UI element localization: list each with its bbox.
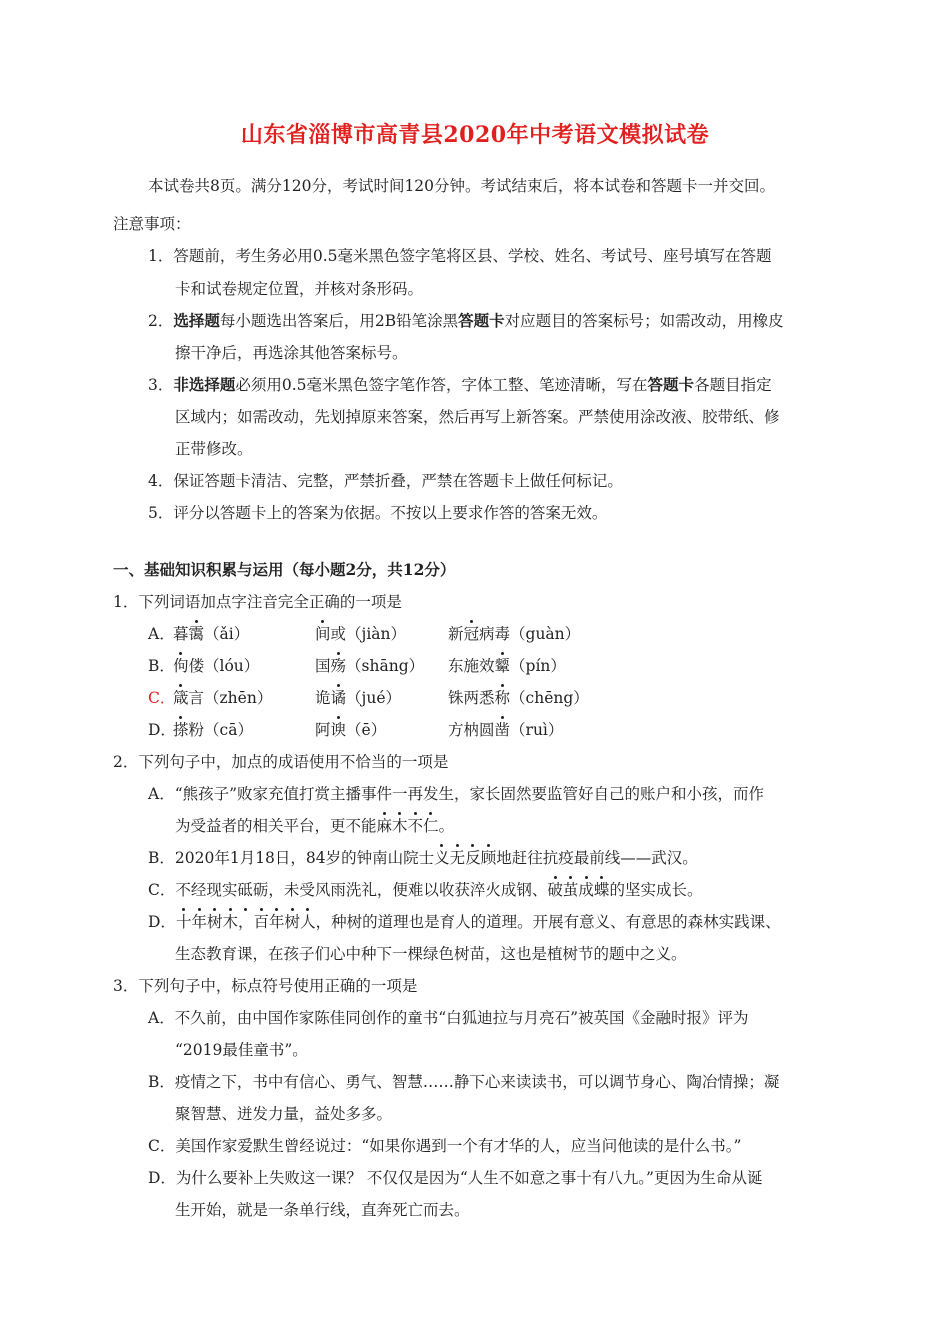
emphasis-char: 破 [547, 881, 563, 899]
q1-d-w3-dot: 凿 [494, 721, 511, 739]
notice-2-text-1: 每小题选出答案后，用2B铅笔涂黑 [219, 312, 459, 330]
notice-3-text-1: 必须用0.5毫米黑色签字笔作答，字体工整、笔迹清晰，写在 [235, 376, 648, 394]
q3-stem: 3．下列句子中，标点符号使用正确的一项是 [113, 977, 418, 995]
q2-c-post: 的坚实成长。 [609, 881, 703, 899]
emphasis-char: 义 [434, 849, 450, 867]
q1-b-w2-dot: 殇 [330, 657, 347, 675]
q1-c-w3-pre: 铢两悉 [448, 689, 495, 707]
q1-c-word-3 [448, 688, 589, 708]
q1-a-w3-pre: 新 [448, 625, 464, 643]
q3-option-d-line-1: D．为什么要补上失败这一课？ 不仅仅是因为“人生不如意之事十有八九。”更因为生命从诞 [148, 1169, 763, 1187]
q1-d-word-3 [448, 720, 563, 740]
notice-3-line-1 [148, 375, 772, 395]
q1-c-w2-post: （jué） [346, 689, 401, 707]
q1-b-w3-dot: 颦 [494, 657, 511, 675]
q2-d-pre: D． [148, 913, 176, 931]
q1-b-label: B． [148, 657, 175, 675]
q3-option-b-line-2: 聚智慧、迸发力量，益处多多。 [175, 1105, 393, 1123]
emphasis-char: 人 [300, 913, 316, 931]
notice-3-number: 3． [148, 376, 174, 394]
notice-3-bold-card: 答题卡 [647, 375, 695, 394]
notice-2-bold-choice: 选择题 [173, 311, 220, 330]
emphasis-char: 年 [191, 913, 207, 931]
q2-c-dotted [547, 881, 609, 899]
notice-2-number: 2． [148, 312, 174, 330]
page-title: 山东省淄博市高青县2020年中考语文模拟试卷 [240, 122, 710, 148]
q1-c-w3-dot: 称 [494, 689, 511, 707]
q3-option-a-line-2: “2019最佳童书”。 [175, 1041, 308, 1059]
q1-d-label: D． [148, 721, 176, 739]
emphasis-char: 不 [407, 817, 424, 835]
q2-option-d-line-2: 生态教育课，在孩子们心中种下一棵绿色树苗，这也是植树节的题中之义。 [175, 945, 687, 963]
notice-3-text-2: 各题目指定 [694, 376, 772, 394]
emphasis-char: 反 [465, 849, 481, 867]
notice-1-line-2: 卡和试卷规定位置，并核对条形码。 [175, 280, 424, 298]
q1-d-w3-pre: 方枘圆 [448, 721, 495, 739]
notice-2-bold-card: 答题卡 [458, 311, 505, 330]
q3-option-a-line-1: A．不久前，由中国作家陈佳同创作的童书“白狐迪拉与月亮石”被英国《金融时报》评为 [148, 1009, 749, 1027]
emphasis-char: 十 [175, 913, 192, 931]
notice-2-text-2: 对应题目的答案标号；如需改动，用橡皮 [504, 312, 784, 330]
emphasis-char: 蝶 [593, 881, 610, 899]
q1-a-w2-dot: 间 [315, 625, 331, 643]
q2-option-c [148, 880, 702, 900]
q2-a-post: 。 [438, 817, 455, 835]
notice-2-line-2: 擦干净后，再选涂其他答案标号。 [175, 344, 408, 362]
q1-c-label: C． [148, 689, 176, 707]
emphasis-char: 无 [449, 849, 466, 867]
q1-d-w1-post: 粉（cā） [188, 721, 253, 739]
q2-b-post: 地赶往抗疫最前线——武汉。 [496, 849, 698, 867]
q1-a-w1-pre: 暮 [173, 625, 189, 643]
q2-option-a-line-1: A．“熊孩子”败家充值打赏主播事件一再发生，家长固然要监管好自己的账户和小孩，而作 [148, 785, 765, 803]
q1-a-w3-dot: 冠 [463, 625, 480, 643]
q2-option-b [148, 848, 698, 868]
q2-option-d-line-1 [148, 912, 781, 932]
notice-3-line-2: 区域内；如需改动，先划掉原来答案，然后再写上新答案。严禁使用涂改液、胶带纸、修 [175, 408, 780, 426]
q1-a-word-1 [173, 624, 249, 644]
q1-c-w2-dot: 谲 [330, 689, 347, 707]
emphasis-char: 木 [392, 817, 408, 835]
q2-d-post: ，种树的道理也是育人的道理。开展有意义、有意思的森林实践课、 [315, 913, 781, 931]
q1-b-word-2 [315, 656, 424, 676]
emphasis-char: 木 [222, 913, 238, 931]
emphasis-char: 仁 [423, 817, 439, 835]
q1-c-w3-post: （chēng） [510, 689, 589, 707]
q1-b-w3-post: （pín） [510, 657, 566, 675]
q3-option-c: C．美国作家爱默生曾经说过：“如果你遇到一个有才华的人，应当问他读的是什么书。” [148, 1137, 742, 1155]
q2-stem: 2．下列句子中，加点的成语使用不恰当的一项是 [113, 753, 449, 771]
notice-4: 4．保证答题卡清洁、完整，严禁折叠，严禁在答题卡上做任何标记。 [148, 472, 623, 490]
q1-d-w3-post: （ruì） [510, 721, 564, 739]
q2-a-pre: 为受益者的相关平台，更不能 [175, 817, 377, 835]
emphasis-char: ， [238, 913, 254, 931]
q1-c-w1-dot: 箴 [173, 689, 189, 707]
q1-a-w2-post: 或（jiàn） [330, 625, 407, 643]
notice-5: 5．评分以答题卡上的答案为依据。不按以上要求作答的答案无效。 [148, 504, 608, 522]
notice-heading: 注意事项： [113, 215, 191, 233]
emphasis-char: 麻 [376, 817, 393, 835]
q1-c-word-2 [315, 688, 401, 708]
emphasis-char: 顾 [480, 849, 497, 867]
q1-a-w1-post: （ǎi） [204, 625, 250, 643]
q1-d-w2-pre: 阿 [315, 721, 331, 739]
emphasis-char: 树 [206, 913, 223, 931]
emphasis-char: 年 [269, 913, 285, 931]
q1-a-word-3 [448, 624, 580, 644]
q2-option-a-line-2 [175, 816, 454, 836]
notice-1-line-1: 1．答题前，考生务必用0.5毫米黑色签字笔将区县、学校、姓名、考试号、座号填写在答题 [148, 247, 772, 265]
emphasis-char: 茧 [562, 881, 579, 899]
q1-a-word-2 [315, 624, 406, 644]
q1-a-w3-post: 病毒（guàn） [479, 625, 581, 643]
q1-b-w3-pre: 东施效 [448, 657, 495, 675]
notice-2-line-1 [148, 311, 784, 331]
q1-d-w2-post: （ē） [346, 721, 387, 739]
q1-d-w2-dot: 谀 [330, 721, 347, 739]
q1-d-w1-dot: 搽 [173, 721, 189, 739]
intro-text: 本试卷共8页。满分120分，考试时间120分钟。考试结束后，将本试卷和答题卡一并交回。 [148, 177, 776, 195]
q1-d-word-2 [315, 720, 386, 740]
q1-b-word-3 [448, 656, 566, 676]
section-1-heading: 一、基础知识积累与运用（每小题2分，共12分） [113, 560, 456, 579]
q2-b-pre: B．2020年1月18日，84岁的钟南山院士 [148, 849, 435, 867]
q1-c-w2-pre: 诡 [315, 689, 331, 707]
notice-3-bold-nonchoice: 非选择题 [173, 375, 236, 394]
q2-c-pre: C．不经现实砥砺，未受风雨洗礼，便难以收获淬火成钢、 [148, 881, 548, 899]
q1-b-w1-post: 偻（lóu） [188, 657, 260, 675]
q1-a-w1-dot: 霭 [188, 625, 205, 643]
q1-a-label: A． [148, 625, 175, 643]
emphasis-char: 百 [253, 913, 270, 931]
q1-stem: 1．下列词语加点字注音完全正确的一项是 [113, 593, 402, 611]
q1-d-word-1 [173, 720, 253, 740]
q3-option-d-line-2: 生开始，就是一条单行线，直奔死亡而去。 [175, 1201, 470, 1219]
q1-b-word-1 [173, 656, 259, 676]
notice-3-line-3: 正带修改。 [175, 440, 253, 458]
q1-b-w1-dot: 佝 [173, 657, 189, 675]
q2-a-dotted [377, 817, 439, 835]
q2-d-dotted [176, 913, 316, 931]
q1-b-w2-post: （shāng） [346, 657, 425, 675]
q1-c-word-1 [173, 688, 272, 708]
emphasis-char: 成 [578, 881, 594, 899]
q2-b-dotted [434, 849, 496, 867]
emphasis-char: 树 [284, 913, 301, 931]
q3-option-b-line-1: B．疫情之下，书中有信心、勇气、智慧……静下心来读读书，可以调节身心、陶冶情操；凝 [148, 1073, 780, 1091]
q1-b-w2-pre: 国 [315, 657, 331, 675]
q1-c-w1-post: 言（zhēn） [188, 689, 273, 707]
